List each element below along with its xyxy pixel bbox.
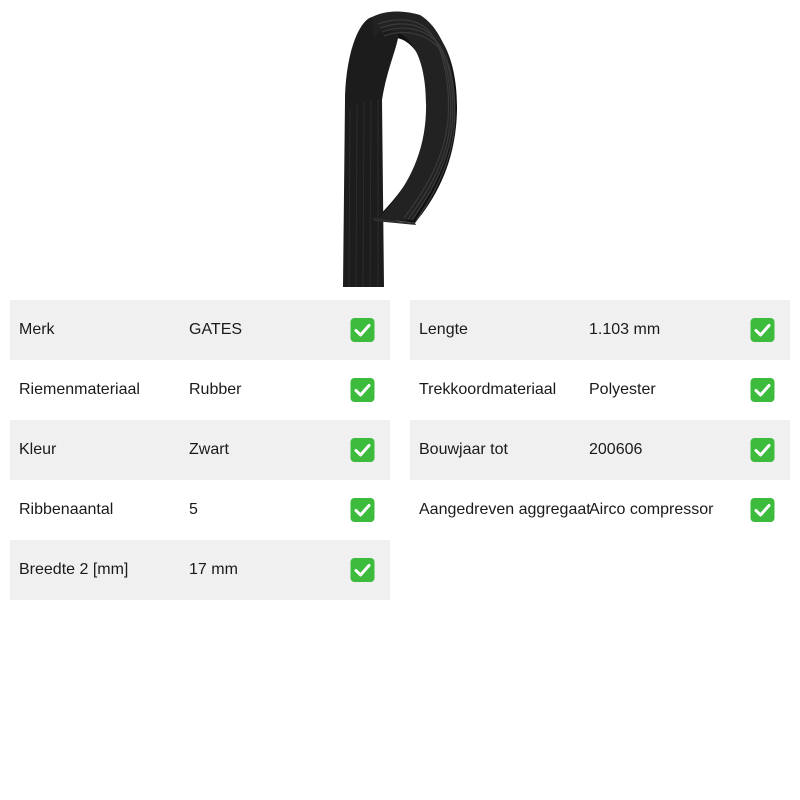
- spec-table-left: [10, 300, 390, 600]
- spec-row: [410, 300, 790, 360]
- spec-value: 17 mm: [189, 561, 238, 578]
- spec-value: Airco compressor: [589, 501, 714, 518]
- spec-value: 1.103 mm: [589, 321, 661, 338]
- check-box-icon: [750, 438, 775, 463]
- spec-label: Aangedreven aggregaat: [419, 501, 591, 518]
- spec-label: Merk: [19, 321, 55, 338]
- check-box-icon: [350, 558, 375, 583]
- product-image-ribbed-belt: [330, 10, 470, 290]
- spec-label: Ribbenaantal: [19, 501, 114, 518]
- spec-row: [10, 480, 390, 540]
- spec-label: Kleur: [19, 441, 57, 458]
- spec-label: Bouwjaar tot: [419, 441, 508, 458]
- check-box-icon: [750, 498, 775, 523]
- spec-row: [410, 420, 790, 480]
- spec-row: [10, 540, 390, 600]
- check-box-icon: [750, 378, 775, 403]
- spec-row: [10, 360, 390, 420]
- spec-value: GATES: [189, 321, 243, 338]
- spec-label: Breedte 2 [mm]: [19, 561, 129, 578]
- spec-row: [410, 360, 790, 420]
- spec-value: Polyester: [589, 381, 656, 398]
- check-box-icon: [350, 438, 375, 463]
- spec-label: Lengte: [419, 321, 468, 338]
- check-box-icon: [350, 378, 375, 403]
- spec-row: [410, 480, 790, 540]
- spec-value: 5: [189, 501, 198, 518]
- spec-value: Zwart: [189, 441, 229, 458]
- check-box-icon: [350, 318, 375, 343]
- spec-table-right: [410, 300, 790, 540]
- spec-row: [10, 300, 390, 360]
- spec-label: Riemenmateriaal: [19, 381, 140, 398]
- belt-illustration: [330, 10, 470, 290]
- check-box-icon: [350, 498, 375, 523]
- check-box-icon: [750, 318, 775, 343]
- spec-label: Trekkoordmateriaal: [419, 381, 557, 398]
- spec-value: Rubber: [189, 381, 242, 398]
- spec-value: 200606: [589, 441, 643, 458]
- spec-row: [10, 420, 390, 480]
